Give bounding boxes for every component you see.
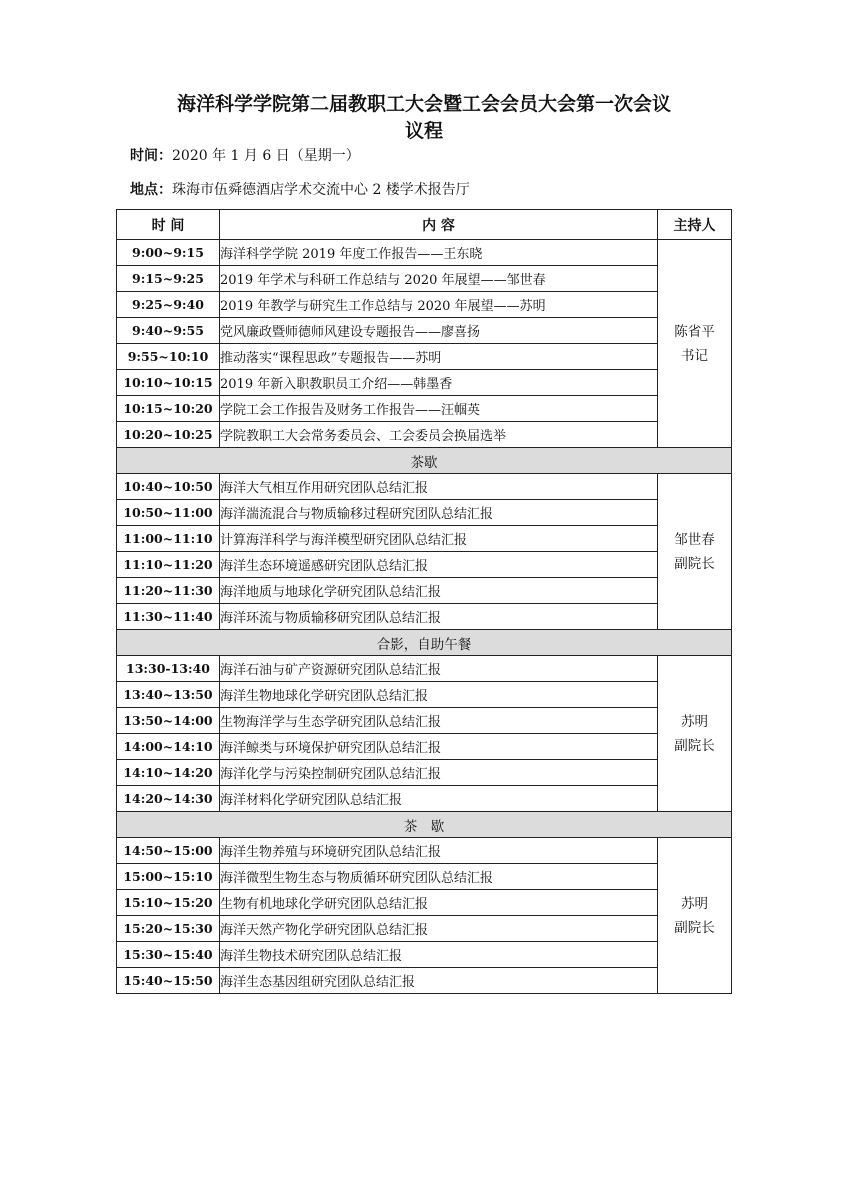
session-time: 15:40~15:50 <box>117 968 220 994</box>
session-time: 9:25~9:40 <box>117 292 220 318</box>
agenda-header-row <box>117 210 732 240</box>
session-content: 学院工会工作报告及财务工作报告——汪帼英 <box>220 396 658 422</box>
table-row <box>117 526 732 552</box>
session-time: 10:40~10:50 <box>117 474 220 500</box>
table-row <box>117 838 732 864</box>
table-row <box>117 318 732 344</box>
break-row <box>117 630 732 656</box>
host-line: 副院长 <box>674 737 715 754</box>
table-row <box>117 734 732 760</box>
time-value: 2020 年 1 月 6 日（星期一） <box>172 148 360 164</box>
session-time: 14:00~14:10 <box>117 734 220 760</box>
session-content: 海洋大气相互作用研究团队总结汇报 <box>220 474 658 500</box>
table-row <box>117 682 732 708</box>
host-line: 陈省平 <box>674 323 715 340</box>
session-content: 海洋化学与污染控制研究团队总结汇报 <box>220 760 658 786</box>
session-time: 9:15~9:25 <box>117 266 220 292</box>
table-row <box>117 578 732 604</box>
session-content: 海洋湍流混合与物质输移过程研究团队总结汇报 <box>220 500 658 526</box>
break-label: 茶 歇 <box>117 812 732 838</box>
session-content: 计算海洋科学与海洋模型研究团队总结汇报 <box>220 526 658 552</box>
session-content: 2019 年教学与研究生工作总结与 2020 年展望——苏明 <box>220 292 658 318</box>
session-content: 学院教职工大会常务委员会、工会委员会换届选举 <box>220 422 658 448</box>
session-content: 海洋生物养殖与环境研究团队总结汇报 <box>220 838 658 864</box>
session-time: 14:50~15:00 <box>117 838 220 864</box>
table-row <box>117 942 732 968</box>
session-time: 10:20~10:25 <box>117 422 220 448</box>
table-row <box>117 864 732 890</box>
table-row <box>117 500 732 526</box>
session-time: 11:20~11:30 <box>117 578 220 604</box>
session-host <box>658 838 732 994</box>
host-line: 苏明 <box>681 895 708 912</box>
session-content: 生物海洋学与生态学研究团队总结汇报 <box>220 708 658 734</box>
session-time: 10:15~10:20 <box>117 396 220 422</box>
session-content: 海洋环流与物质输移研究团队总结汇报 <box>220 604 658 630</box>
session-host <box>658 474 732 630</box>
document-title: 海洋科学学院第二届教职工大会暨工会会员大会第一次会议 <box>176 93 671 115</box>
table-row <box>117 604 732 630</box>
session-time: 10:50~11:00 <box>117 500 220 526</box>
header-host: 主持人 <box>658 210 732 240</box>
session-time: 13:30-13:40 <box>117 656 220 682</box>
table-row <box>117 474 732 500</box>
session-content: 海洋科学学院 2019 年度工作报告——王东晓 <box>220 240 658 266</box>
session-content: 生物有机地球化学研究团队总结汇报 <box>220 890 658 916</box>
host-line: 副院长 <box>674 919 715 936</box>
host-line: 邹世春 <box>674 531 715 548</box>
host-line: 苏明 <box>681 713 708 730</box>
place-value: 珠海市伍舜德酒店学术交流中心 2 楼学术报告厅 <box>172 182 470 198</box>
session-content: 海洋材料化学研究团队总结汇报 <box>220 786 658 812</box>
session-time: 9:40~9:55 <box>117 318 220 344</box>
table-row <box>117 760 732 786</box>
session-time: 15:20~15:30 <box>117 916 220 942</box>
agenda-table <box>116 209 732 994</box>
table-row <box>117 890 732 916</box>
table-row <box>117 370 732 396</box>
host-line: 副院长 <box>674 555 715 572</box>
session-host <box>658 656 732 812</box>
session-content: 海洋生态环境遥感研究团队总结汇报 <box>220 552 658 578</box>
place-label: 地点： <box>130 182 172 198</box>
session-content: 推动落实“课程思政”专题报告——苏明 <box>220 344 658 370</box>
break-label: 合影，自助午餐 <box>117 630 732 656</box>
table-row <box>117 240 732 266</box>
session-time: 14:20~14:30 <box>117 786 220 812</box>
session-time: 14:10~14:20 <box>117 760 220 786</box>
session-time: 11:30~11:40 <box>117 604 220 630</box>
session-time: 9:00~9:15 <box>117 240 220 266</box>
break-row <box>117 448 732 474</box>
session-content: 海洋生物技术研究团队总结汇报 <box>220 942 658 968</box>
table-row <box>117 344 732 370</box>
table-row <box>117 396 732 422</box>
table-row <box>117 422 732 448</box>
table-row <box>117 552 732 578</box>
agenda-body <box>117 240 732 994</box>
session-host <box>658 240 732 448</box>
session-time: 9:55~10:10 <box>117 344 220 370</box>
table-row <box>117 656 732 682</box>
host-line: 书记 <box>681 347 708 364</box>
header-content: 内 容 <box>220 210 658 240</box>
session-time: 10:10~10:15 <box>117 370 220 396</box>
session-content: 海洋生物地球化学研究团队总结汇报 <box>220 682 658 708</box>
document-title-line2: 议程 <box>404 120 443 142</box>
session-time: 15:30~15:40 <box>117 942 220 968</box>
session-content: 海洋天然产物化学研究团队总结汇报 <box>220 916 658 942</box>
table-row <box>117 708 732 734</box>
table-row <box>117 916 732 942</box>
table-row <box>117 786 732 812</box>
table-row <box>117 968 732 994</box>
session-content: 党风廉政暨师德师风建设专题报告——廖喜扬 <box>220 318 658 344</box>
session-content: 海洋微型生物生态与物质循环研究团队总结汇报 <box>220 864 658 890</box>
table-row <box>117 266 732 292</box>
session-content: 2019 年学术与科研工作总结与 2020 年展望——邹世春 <box>220 266 658 292</box>
session-time: 15:00~15:10 <box>117 864 220 890</box>
session-content: 海洋地质与地球化学研究团队总结汇报 <box>220 578 658 604</box>
meeting-place <box>130 180 470 200</box>
session-time: 13:40~13:50 <box>117 682 220 708</box>
time-label: 时间： <box>130 148 172 164</box>
break-row <box>117 812 732 838</box>
meeting-time <box>130 146 360 166</box>
session-time: 11:10~11:20 <box>117 552 220 578</box>
session-content: 海洋生态基因组研究团队总结汇报 <box>220 968 658 994</box>
session-time: 15:10~15:20 <box>117 890 220 916</box>
session-time: 11:00~11:10 <box>117 526 220 552</box>
header-time: 时 间 <box>117 210 220 240</box>
session-content: 海洋鲸类与环境保护研究团队总结汇报 <box>220 734 658 760</box>
session-content: 2019 年新入职教职员工介绍——韩墨香 <box>220 370 658 396</box>
session-content: 海洋石油与矿产资源研究团队总结汇报 <box>220 656 658 682</box>
break-label: 茶歇 <box>117 448 732 474</box>
table-row <box>117 292 732 318</box>
session-time: 13:50~14:00 <box>117 708 220 734</box>
